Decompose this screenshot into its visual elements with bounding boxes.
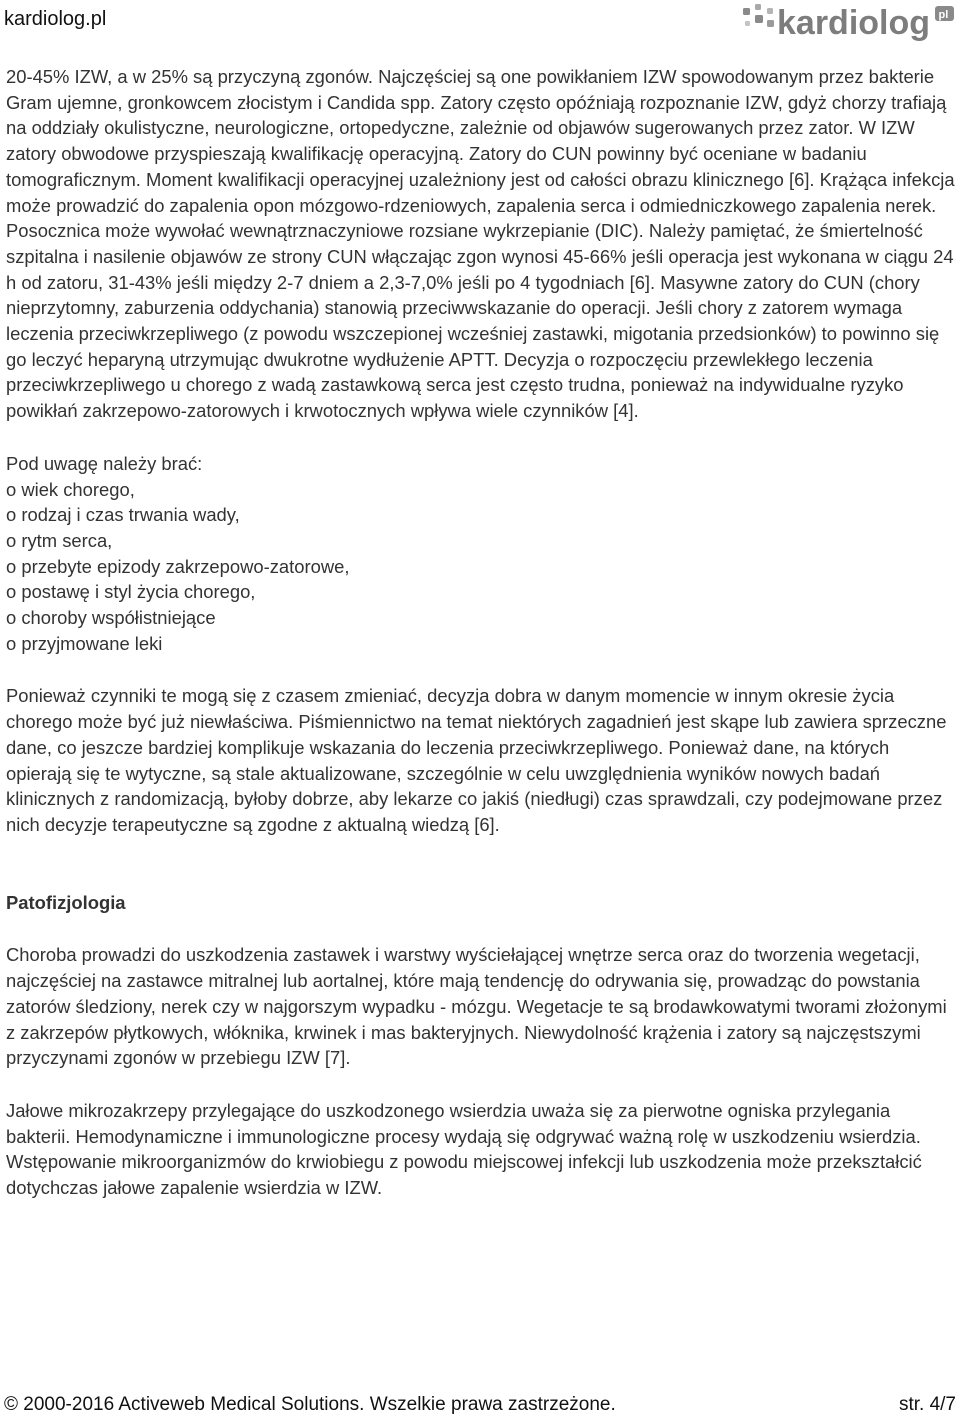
article-content: [6, 64, 956, 1201]
paragraph-microthrombi: Jałowe mikrozakrzepy przylegające do uszkodzonego wsierdzia uważa się za pierwotne ogniska przylegania bakterii. Hemodynamiczne i immunologiczne procesy wydają się odgrywać ważną rolę w uszkodzeniu wsierdzia. Wstępowanie mikroorganizmów do krwiobiegu z powodu miejscowej infekcji lub uszkodzenia może przekształcić dotychczas jałowe zapalenie wsierdzia w IZW.: [6, 1099, 922, 1199]
logo-text: kardiolog: [777, 4, 931, 42]
list-item: o wiek chorego,: [6, 478, 135, 500]
paragraph-guidelines: Ponieważ czynniki te mogą się z czasem zmieniać, decyzja dobra w danym momencie w innym okresie życia chorego może być już niewłaściwa. Piśmiennictwo na temat niektórych zagadnień jest skąpe lub zawiera sprzeczne dane, co jeszcze bardziej komplikuje wskazania do leczenia przeciwkrzepliwego. Ponieważ dane, na których opierają się te wytyczne, są stale aktualizowane, szczególnie w celu uwzględnienia wyników nowych badań klinicznych z randomizacją, byłoby dobrze, aby lekarze co jakiś (niedługi) czas sprawdzali, czy podejmowane przez nich decyzje terapeutyczne są zgodne z aktualną wiedzą [6].: [6, 685, 947, 835]
list-item: o rodzaj i czas trwania wady,: [6, 504, 240, 526]
paragraph-emboli: 20-45% IZW, a w 25% są przyczyną zgonów. Najczęściej są one powikłaniem IZW spowodowanym przez bakterie Gram ujemne, gronkowcem złocistym i Candida spp. Zatory często opóźniają rozpoznanie IZW, gdyż chorzy trafiają na oddziały okulistyczne, neurologiczne, ortopedyczne, zależnie od objawów sugerowanych przez zator. W IZW zatory obwodowe przyspieszają kwalifikację operacyjną. Zatory do CUN powinny być oceniane w badaniu tomograficznym. Moment kwalifikacji operacyjnej uzależniony jest od całości obrazu klinicznego [6]. Krążąca infekcja może prowadzić do zapalenia opon mózgowo-rdzeniowych, zapalenia serca i odmiedniczkowego zapalenia nerek. Posocznica może wywołać wewnątrznaczyniowe rozsiane wykrzepianie (DIC). Należy pamiętać, że śmiertelność szpitalna i nasilenie objawów ze strony CUN włączając zgon wynosi 45-66% jeśli operacja jest wykonana w ciągu 24 h od zatoru, 31-43% jeśli między 2-7 dniem a 2,3-7,0% jeśli po 4 tygodniach [6]. Masywne zatory do CUN (chory nieprzytomny, zaburzenia oddychania) stanowią przeciwwskazanie do operacji. Jeśli chory z zatorem wymaga leczenia przeciwkrzepliwego (z powodu wszczepionej wcześniej zastawki, migotania przedsionków) to powinno się go leczyć heparyną utrzymując dwukrotne wydłużenie APTT. Decyzja o rozpoczęciu przewlekłego leczenia przeciwkrzepliwego u chorego z wadą zastawkową serca jest często trudna, ponieważ na indywidualne ryzyko powikłań zakrzepowo-zatorowych i krwotocznych wpływa wiele czynników [4].: [6, 66, 955, 422]
list-item: o rytm serca,: [6, 529, 113, 551]
list-item: o przebyte epizody zakrzepowo-zatorowe,: [6, 555, 350, 577]
paragraph-pathophysiology: Choroba prowadzi do uszkodzenia zastawek i warstwy wyściełającej wnętrze serca oraz do tworzenia wegetacji, najczęściej na zastawce mitralnej lub aortalnej, które mają tendencję do odrywania się, prowadząc do powstania zatorów śledziony, nerek czy w najgorszym wypadku - mózgu. Wegetacje te są brodawkowatymi tworami złożonymi z zakrzepów płytkowych, włóknika, krwinek i mas bakteryjnych. Niewydolność krążenia i zatory są najczęstszymi przyczynami zgonów w przebiegu IZW [7].: [6, 944, 947, 1069]
page-number: str. 4/7: [898, 1394, 956, 1415]
logo-badge: pl: [938, 9, 949, 21]
section-heading: Patofizjologia: [6, 891, 126, 913]
factor-list: [6, 477, 956, 657]
list-item: o przyjmowane leki: [6, 632, 163, 654]
kardiolog-logo: [741, 2, 956, 44]
page-footer: [4, 1394, 956, 1416]
list-intro: Pod uwagę należy brać:: [6, 452, 203, 474]
site-name: kardiolog.pl: [4, 8, 107, 30]
list-item: o postawę i styl życia chorego,: [6, 581, 256, 603]
list-item: o choroby współistniejące: [6, 607, 216, 629]
copyright-text: © 2000-2016 Activeweb Medical Solutions. Wszelkie prawa zastrzeżone.: [4, 1394, 616, 1415]
